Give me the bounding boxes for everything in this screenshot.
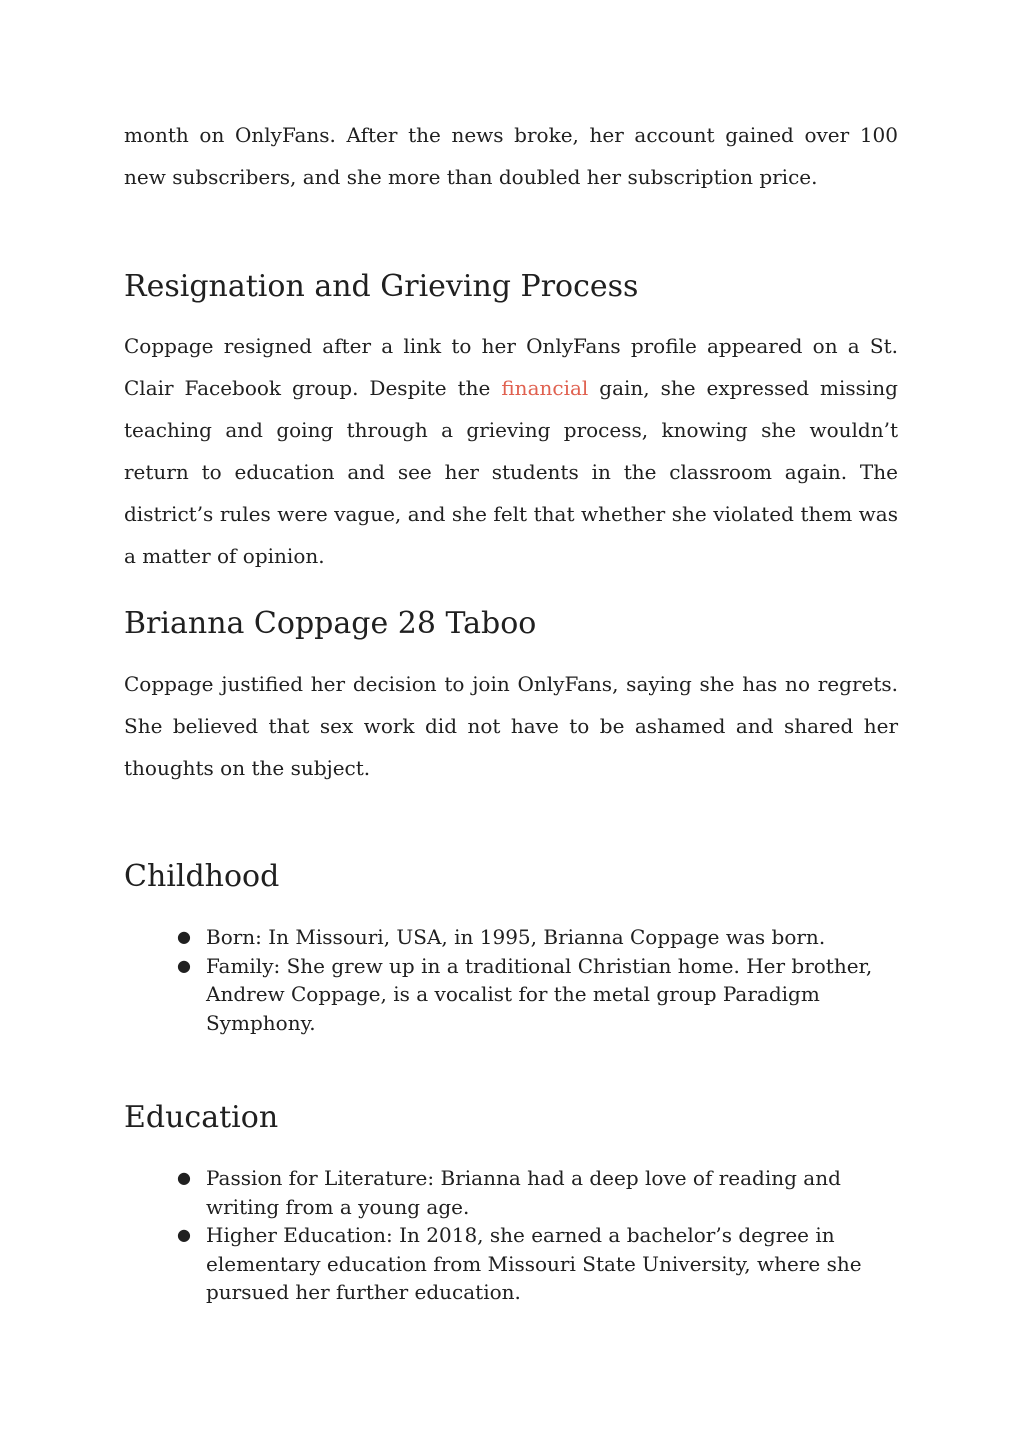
childhood-list bbox=[124, 923, 898, 1037]
education-item-literature: Passion for Literature: Brianna had a deep love of reading and writing from a young age. bbox=[206, 1166, 841, 1219]
heading-resignation: Resignation and Grieving Process bbox=[124, 269, 639, 304]
education-item-higher: Higher Education: In 2018, she earned a bachelor’s degree in elementary education from Missouri State University, where she pursued her further education. bbox=[206, 1223, 862, 1304]
taboo-paragraph: Coppage justified her decision to join OnlyFans, saying she has no regrets. She believed that sex work did not have to be ashamed and shared her thoughts on the subject. bbox=[124, 672, 898, 780]
heading-taboo: Brianna Coppage 28 Taboo bbox=[124, 606, 537, 641]
resignation-text-after-link: gain, she expressed missing teaching and going through a grieving process, knowing she wouldn’t return to education and see her students in the classroom again. The district’s rules were vague, and she felt that whether she violated them was a matter of opinion. bbox=[124, 376, 898, 568]
bullet-icon: ● bbox=[177, 1225, 191, 1244]
bullet-icon: ● bbox=[177, 955, 191, 975]
intro-paragraph: month on OnlyFans. After the news broke, her account gained over 100 new subscribers, and she more than doubled her subscription price. bbox=[124, 123, 898, 189]
financial-link[interactable]: financial bbox=[501, 376, 589, 400]
bullet-icon: ● bbox=[177, 1168, 191, 1187]
resignation-text-before-link: Coppage resigned after a link to her OnlyFans profile appeared on a St. Clair Facebook group. Despite the bbox=[124, 334, 898, 400]
list-item bbox=[177, 952, 898, 1038]
resignation-paragraph bbox=[124, 325, 898, 577]
list-item bbox=[177, 923, 898, 952]
list-item bbox=[177, 1221, 898, 1307]
childhood-item-born: Born: In Missouri, USA, in 1995, Brianna Coppage was born. bbox=[206, 925, 826, 949]
bullet-icon: ● bbox=[177, 927, 191, 946]
education-list bbox=[124, 1164, 898, 1307]
list-item bbox=[177, 1164, 898, 1221]
heading-childhood: Childhood bbox=[124, 859, 280, 894]
heading-education: Education bbox=[124, 1100, 279, 1135]
childhood-item-family: Family: She grew up in a traditional Christian home. Her brother, Andrew Coppage, is a vocalist for the metal group Paradigm Symphony. bbox=[206, 953, 873, 1035]
